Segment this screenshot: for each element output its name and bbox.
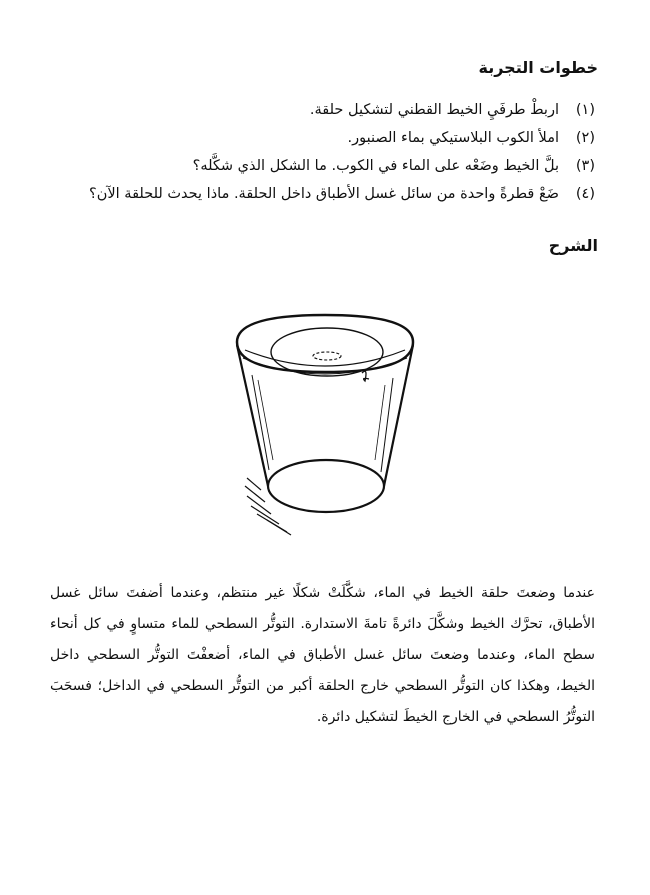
explanation-paragraph: عندما وضعتَ حلقة الخيط في الماء، شكَّلَتْ شكلًا غير منتظم، وعندما أضفتَ سائل غسل الأطباق، تحرَّك الخيط وشكَّلَ دائرةً تامةَ الاستدارة. التوتُّر السطحي للماء متساوٍ في كل أنحاء سطح الماء، وعندما وضعتَ سائل غسل الأطباق في الماء، أضعفْتَ التوتُّر السطحي داخل الخيط، وهكذا كان التوتُّر السطحي خارج الحلقة أكبر من التوتُّر السطحي في الداخل؛ فسحَبَ التوتُّرُ السطحي في الخارج الخيطَ لتشكيل دائرة. [50,585,595,725]
step-number: (٤) [575,186,595,202]
step-item [35,96,595,124]
step-text: املأ الكوب البلاستيكي بماء الصنبور. [347,130,559,146]
step-item [35,152,595,180]
steps-heading: خطوات التجربة [478,58,598,77]
step-text: بلَّ الخيط وضَعْه على الماء في الكوب. ما الشكل الذي شكَّله؟ [192,158,559,174]
step-number: (٣) [575,158,595,174]
explanation-heading: الشرح [548,236,598,255]
plastic-cup [237,315,413,512]
step-number: (١) [575,102,595,118]
step-text: اربطْ طرفَيِ الخيط القطني لتشكيل حلقة. [309,102,559,118]
cup-with-string-illustration [225,300,425,550]
steps-list [35,96,595,208]
step-item [35,124,595,152]
step-item [35,180,595,208]
step-number: (٢) [575,130,595,146]
step-text: ضَعْ قطرةً واحدة من سائل غسل الأطباق داخل الحلقة. ماذا يحدث للحلقة الآن؟ [89,186,559,202]
